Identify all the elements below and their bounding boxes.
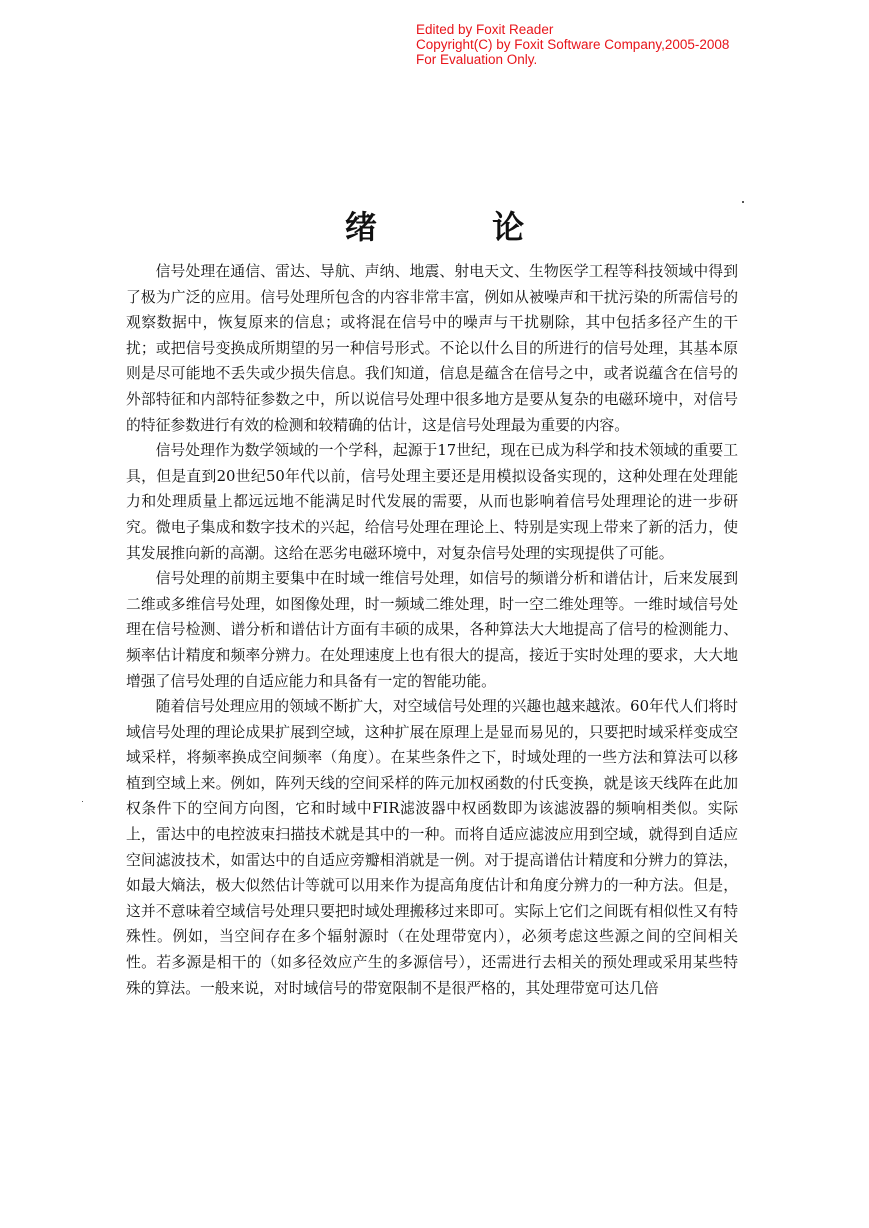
- chapter-body: [126, 259, 738, 1001]
- chapter-title: 绪 论: [344, 208, 577, 247]
- paragraph-3: 信号处理的前期主要集中在时域一维信号处理，如信号的频谱分析和谱估计，后来发展到二维或多维信号处理，如图像处理，时一频域二维处理，时一空二维处理等。一维时域信号处理在信号检测、谱分析和谱估计方面有丰硕的成果，各种算法大大地提高了信号的检测能力、频率估计精度和频率分辨力。在处理速度上也有很大的提高，接近于实时处理的要求，大大地增强了信号处理的自适应能力和具备有一定的智能功能。: [126, 570, 738, 690]
- paragraph-1: 信号处理在通信、雷达、导航、声纳、地震、射电天文、生物医学工程等科技领域中得到了极为广泛的应用。信号处理所包含的内容非常丰富，例如从被噪声和干扰污染的所需信号的观察数据中，恢复原来的信息；或将混在信号中的噪声与干扰剔除，其中包括多径产生的干扰；或把信号变换成所期望的另一种信号形式。不论以什么目的所进行的信号处理，其基本原则是尽可能地不丢失或少损失信息。我们知道，信息是蕴含在信号之中，或者说蕴含在信号的外部特征和内部特征参数之中，所以说信号处理中很多地方是要从复杂的电磁环境中，对信号的特征参数进行有效的检测和较精确的估计，这是信号处理最为重要的内容。: [126, 263, 738, 434]
- watermark-line-copyright: Copyright(C) by Foxit Software Company,2005-2008: [416, 37, 730, 52]
- watermark-line-editor: Edited by Foxit Reader: [416, 22, 554, 37]
- watermark-line-evaluation: For Evaluation Only.: [416, 52, 538, 67]
- paragraph-2: 信号处理作为数学领域的一个学科，起源于17世纪，现在已成为科学和技术领域的重要工具，但是直到20世纪50年代以前，信号处理主要还是用模拟设备实现的，这种处理在处理能力和处理质量上都远远地不能满足时代发展的需要，从而也影响着信号处理理论的进一步研究。微电子集成和数字技术的兴起，给信号处理在理论上、特别是实现上带来了新的活力，使其发展推向新的高潮。这给在恶劣电磁环境中，对复杂信号处理的实现提供了可能。: [126, 442, 738, 562]
- paragraph-4: 随着信号处理应用的领域不断扩大，对空域信号处理的兴趣也越来越浓。60年代人们将时域信号处理的理论成果扩展到空域，这种扩展在原理上是显而易见的，只要把时域采样变成空域采样，将频率换成空间频率（角度）。在某些条件之下，时域处理的一些方法和算法可以移植到空域上来。例如，阵列天线的空间采样的阵元加权函数的付氏变换，就是该天线阵在此加权条件下的空间方向图，它和时域中FIR滤波器中权函数即为该滤波器的频响相类似。实际上，雷达中的电控波束扫描技术就是其中的一种。而将自适应滤波应用到空域，就得到自适应空间滤波技术，如雷达中的自适应旁瓣相消就是一例。对于提高谱估计精度和分辨力的算法，如最大熵法，极大似然估计等就可以用来作为提高角度估计和角度分辨力的一种方法。但是，这并不意味着空域信号处理只要把时域处理搬移过来即可。实际上它们之间既有相似性又有特殊性。例如，当空间存在多个辐射源时（在处理带宽内），必须考虑这些源之间的空间相关性。若多源是相干的（如多径效应产生的多源信号），还需进行去相关的预处理或采用某些特殊的算法。一般来说，对时域信号的带宽限制不是很严格的，其处理带宽可达几倍: [126, 698, 738, 997]
- scan-speck: [742, 201, 744, 203]
- evaluation-watermark: [416, 22, 729, 67]
- scan-speck: [82, 801, 83, 802]
